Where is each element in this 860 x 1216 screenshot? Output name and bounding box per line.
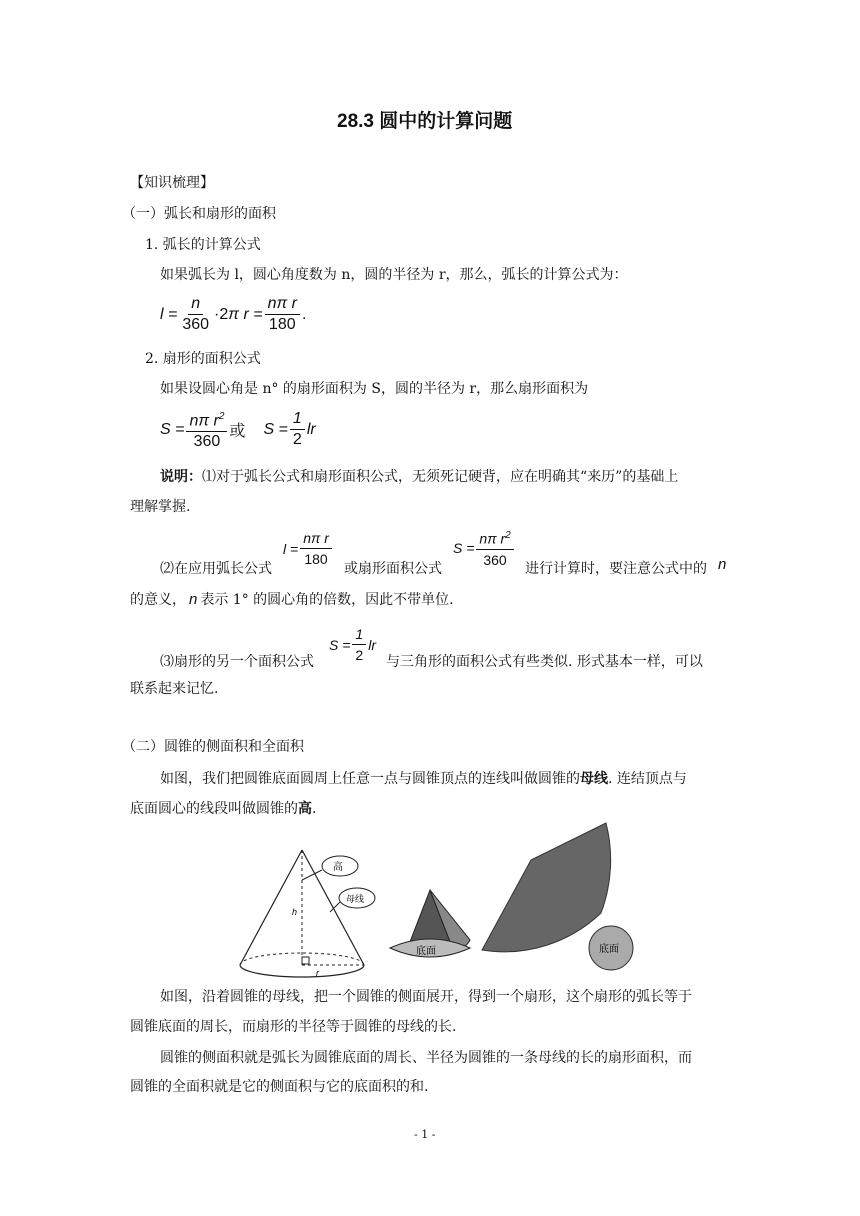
part2-p3-line1: 圆锥的侧面积就是弧长为圆锥底面的周长、半径为圆锥的一条母线的长的扇形面积，而	[160, 1050, 692, 1066]
note-area-formula: S = $\frac{n\pi r^2}{360}$	[453, 526, 516, 570]
note-label: 说明：	[160, 469, 202, 485]
label-r: r	[316, 968, 319, 978]
sector-area-formula: S = $\frac{n\pi r^2}{360}$ 或 S = $\frac{1}{2}$ lr	[160, 407, 316, 452]
note-arc-formula: l = $\frac{\text{nπ r}}{180}$	[283, 528, 334, 569]
part1-heading: （一）弧长和扇形的面积	[122, 206, 276, 222]
part2-p1-line2: 底面圆心的线段叫做圆锥的高.	[130, 801, 317, 817]
note-p3-b: 与三角形的面积公式有些类似. 形式基本一样，可以	[386, 654, 703, 670]
note-text-1: ⑴对于弧长公式和扇形面积公式，无须死记硬背，应在明确其“来历”的基础上	[202, 469, 679, 485]
note-p2-line2: 的意义， n 表示 1° 的圆心角的倍数，因此不带单位.	[130, 591, 454, 608]
note-line1	[160, 466, 678, 488]
item1-label: 1. 弧长的计算公式	[145, 237, 261, 253]
paper-cone	[390, 890, 470, 957]
section-header: 【知识梳理】	[130, 175, 214, 191]
formula-or: 或	[229, 421, 246, 441]
part2-p3-line2: 圆锥的全面积就是它的侧面积与它的底面积的和.	[130, 1079, 429, 1095]
arc-length-formula: l = $\frac{n}{360}$ ·2 π r = $\frac{\text{nπ r}}{180}$ .	[160, 295, 307, 333]
part2-p2-line1: 如图，沿着圆锥的母线，把一个圆锥的侧面展开，得到一个扇形，这个扇形的弧长等于	[160, 989, 692, 1005]
note-p2-a: ⑵在应用弧长公式	[160, 561, 272, 577]
label-height: 高	[333, 862, 343, 873]
note-p3-line2: 联系起来记忆.	[130, 681, 219, 697]
cone-figure	[230, 820, 655, 980]
note-half-lr-formula: S = $\frac{1}{2}$ lr	[329, 626, 376, 663]
part2-p2-line2: 圆锥底面的周长，而扇形的半径等于圆锥的母线的长.	[130, 1019, 457, 1035]
label-base-2: 底面	[599, 944, 619, 955]
cone-diagram	[240, 850, 375, 978]
note-p3-a: ⑶扇形的另一个面积公式	[160, 654, 314, 670]
note-p2-b: 或扇形面积公式	[344, 561, 442, 577]
page-number: - 1 -	[414, 1128, 436, 1141]
unrolled-sector	[482, 823, 633, 970]
note-line1b: 理解掌握.	[130, 499, 191, 515]
part2-heading: （二）圆锥的侧面积和全面积	[122, 739, 304, 755]
term-height: 高	[298, 801, 312, 817]
item2-label: 2. 扇形的面积公式	[145, 351, 261, 367]
label-slant: 母线	[346, 895, 365, 905]
label-h: h	[292, 907, 298, 917]
n-symbol: n	[718, 556, 727, 573]
page-title: 28.3 圆中的计算问题	[337, 111, 513, 132]
label-base-1: 底面	[416, 946, 436, 957]
part2-p1-line1: 如图，我们把圆锥底面圆周上任意一点与圆锥顶点的连线叫做圆锥的母线. 连结顶点与	[160, 771, 687, 787]
term-slant-height: 母线	[580, 771, 608, 787]
item2-text: 如果设圆心角是 n° 的扇形面积为 S，圆的半径为 r，那么扇形面积为	[160, 381, 589, 397]
item1-text: 如果弧长为 l，圆心角度数为 n，圆的半径为 r，那么，弧长的计算公式为：	[160, 267, 628, 283]
note-p2-c: 进行计算时，要注意公式中的	[525, 561, 707, 577]
